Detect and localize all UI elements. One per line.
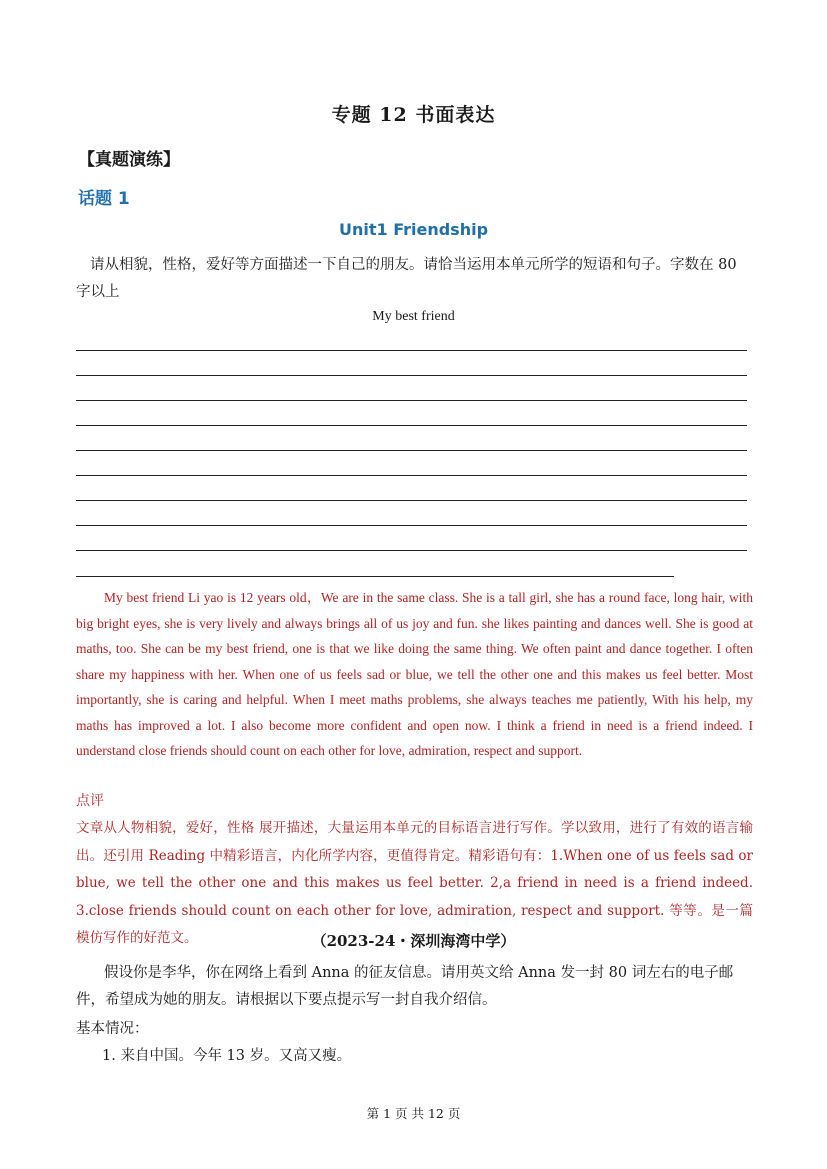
answer-line xyxy=(76,525,747,526)
comment-label: 点评 xyxy=(76,793,104,809)
essay-title: My best friend xyxy=(372,309,455,324)
source-heading: （2023-24・深圳海湾中学） xyxy=(311,932,516,950)
answer-line xyxy=(76,400,747,401)
writing-prompt: 请从相貌，性格，爱好等方面描述一下自己的朋友。请恰当运用本单元所学的短语和句子。字数在 80 字以上 xyxy=(76,257,737,300)
list-item: 1. 来自中国。今年 13 岁。又高又瘦。 xyxy=(102,1048,352,1064)
answer-line xyxy=(76,350,747,351)
unit-heading: Unit1 Friendship xyxy=(338,220,489,239)
task-prompt: 假设你是李华，你在网络上看到 Anna 的征友信息。请用英文给 Anna 发一封 80 词左右的电子邮件，希望成为她的朋友。请根据以下要点提示写一封自我介绍信。 xyxy=(76,965,734,1008)
page-footer: 第 1 页 共 12 页 xyxy=(366,1106,461,1121)
answer-line xyxy=(76,576,674,577)
answer-line xyxy=(76,450,747,451)
page-title: 专题 12 书面表达 xyxy=(331,104,496,126)
answer-line xyxy=(76,375,747,376)
answer-line xyxy=(76,475,747,476)
basic-info-label: 基本情况： xyxy=(76,1021,149,1037)
section-heading: 【真题演练】 xyxy=(78,150,180,170)
comment-text: 文章从人物相貌，爱好，性格 展开描述，大量运用本单元的目标语言进行写作。学以致用，进行了有效的语言输出。还引用 Reading 中精彩语言，内化所学内容，更值得肯定。精彩语句有：1.When one of us feels sad or blue, we tell the other one and this makes us feel better. 2,a friend in need is a friend indeed. 3.close friends should count on each other for love, admiration, respect and support. 等等。是一篇模仿写作的好范文。 xyxy=(76,820,753,946)
topic-heading: 话题 1 xyxy=(78,189,130,209)
sample-essay: My best friend Li yao is 12 years old，We are in the same class. She is a tall girl, she has a round face, long hair, with big bright eyes, she is very lively and always brings all of us joy and fun. she likes painting and dances well. She is good at maths, too. She can be my best friend, one is that we like doing the same thing. We often paint and dance together. I often share my happiness with her. When one of us feels sad or blue, we tell the other one and this makes us feel better. Most importantly, she is caring and helpful. When I meet maths problems, she always teaches me patiently, With his help, my maths has improved a lot. I also become more confident and open now. I think a friend in need is a friend indeed. I understand close friends should count on each other for love, admiration, respect and support. xyxy=(76,590,753,758)
answer-line xyxy=(76,425,747,426)
answer-line xyxy=(76,500,747,501)
answer-line xyxy=(76,550,747,551)
